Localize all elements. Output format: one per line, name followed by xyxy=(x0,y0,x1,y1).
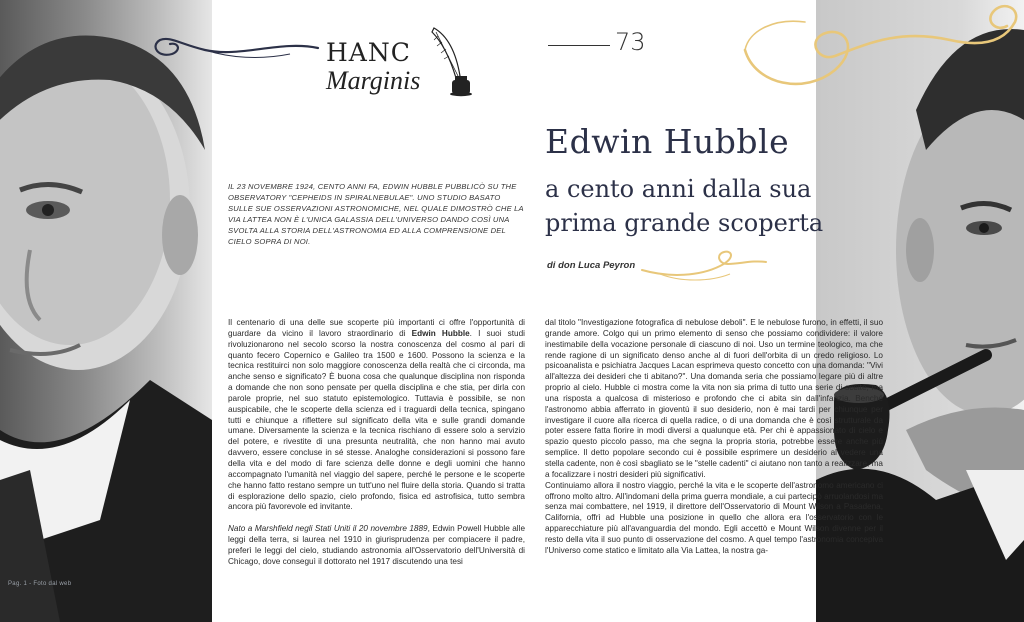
section-label-hanc: HANC xyxy=(326,38,411,67)
photo-credit: Pag. 1 - Foto dal web xyxy=(8,581,72,587)
paragraph xyxy=(228,318,525,513)
paragraph: Continuiamo allora il nostro viaggio, perché la vita e le scoperte dell'astronomo americano ci offrono molto altro. All'indomani della prima guerra mondiale, a cui partecipò arruolandosi ma senza mai combattere, nel 1919, il direttore dell'Osservatorio di Mount Wilson a Pasadena, California, offrì ad Hubble una posizione in quello che allora era l'osservatorio con le apparecchiature più all'avanguardia del mondo. Egli accettò e Mount Wilson divenne per il resto della vita il suo punto di osservazione del cosmo. A quel tempo l'astronomia concepiva l'Universo come statico e limitato alla Via Lattea, la nostra ga- xyxy=(545,480,883,555)
quill-inkwell-icon xyxy=(428,26,474,98)
section-label-marginis: Marginis xyxy=(326,66,421,95)
page-number-rule xyxy=(548,45,610,46)
article-intro: IL 23 NOVEMBRE 1924, CENTO ANNI FA, EDWIN HUBBLE PUBBLICÒ SU THE OBSERVATORY "CEPHEIDS IN SPIRALNEBULAE". UNO STUDIO BASATO SULLE SUE OSSERVAZIONI ASTRONOMICHE, NEL QUALE DIMOSTRÒ CHE LA VIA LATTEA NON È L'UNICA GALASSIA DELL'UNIVERSO DANDO COSÌ UNA SVOLTA ALLA STORIA DELL'ASTRONOMIA ED ALLA COMPRENSIONE DEL CIELO SOPRA DI NOI. xyxy=(228,182,524,246)
portrait-left-drawing xyxy=(0,0,212,622)
article-subtitle: a cento anni dalla sua prima grande scoperta xyxy=(545,175,824,237)
paragraph-lead-italic: Nato a Marshfield negli Stati Uniti il 20 novembre 1889 xyxy=(228,524,428,534)
article-column-left xyxy=(228,318,525,568)
article-column-right xyxy=(545,318,883,557)
decorative-swirl-left-icon xyxy=(150,28,320,68)
portrait-photo-left xyxy=(0,0,212,622)
decorative-swirl-gold-mid-icon xyxy=(640,248,770,288)
paragraph-text: , Edwin Powell Hubble alle leggi della terra, si laurea nel 1910 in giurisprudenza per compiacere il padre, preferì le leggi del cielo, studiando astronomia all'Osservatorio dell'Università di Chicago, dove conseguì il dottorato nel 1917 discutendo una tesi xyxy=(228,524,525,566)
paragraph xyxy=(228,524,525,567)
page-number: 73 xyxy=(615,28,646,56)
paragraph-text: Il centenario di una delle sue scoperte più importanti ci offre l'opportunità di guardare da vicino il lavoro straordinario di xyxy=(228,318,525,338)
article-title: Edwin Hubble xyxy=(545,122,790,161)
article-byline: di don Luca Peyron xyxy=(547,260,636,271)
paragraph-name-bold: Edwin Hubble xyxy=(411,328,470,338)
paragraph: dal titolo "Investigazione fotografica di nebulose deboli". E le nebulose furono, in effetti, il suo grande amore. Colgo qui un primo elemento di senso che possiamo condividere: il valore inestimabile della vocazione personale di ciascuno di noi. Uso un termine teologico, ma che rende ragione di un significato denso anche al di fuori dell'orbita di un credo religioso. Lo psicoanalista e psichiatra Jacques Lacan esprimeva questo concetto con una domanda: "Vivi all'altezza dei desideri che ti abitano?". Una domanda seria che possiamo legare più di altre proprio al cielo. Hubble ci mostra come la vita non sia prima di tutto una serie di scelte, ma una risposta a qualcosa di misterioso e profondo che ci abita sin dall'infanzia. Benché l'astronomo abbia afferrato in gioventù il suo desiderio, non è mai tardi per chiunque per investigare il cuore alla ricerca di quella radice, o di una domanda che è così strutturale da poter essere fatta fiorire in modi diversi a qualunque età. Per chi è appassionato di cielo e spazio questo piccolo passo, ma che segna la propria storia, potrebbe essere anche più semplice. Il detto popolare secondo cui è possibile esprimere un desiderio al vedere una stella cadente, non è così sbagliato se le "stelle cadenti" ci aiutano non tanto a realizzare, ma a focalizzare i nostri desideri più significativi. xyxy=(545,318,883,479)
decorative-swirl-gold-top-icon xyxy=(735,0,1024,100)
paragraph-text: . I suoi studi rivoluzionarono nel secolo scorso la nostra conoscenza del cosmo al pari di quanto fecero Copernico e Galileo tra 1500 e 1600. Possono la scienza e la tecnica restituirci non solo maggiore conoscenza della realtà che ci circonda, ma anche senso e significato? È buona cosa che qualunque disciplina non risponda a domande che non sono pensate per quella disciplina e che stia, per dirla con parole proprie, nel suo statuto epistemologico. Tuttavia è possibile, se non auspicabile, che le scoperte della scienza ed i traguardi della tecnica, spingano tutti e chiunque a riflettere sul significato della vita e sulle grandi domande umane. Diversamente la scienza e la tecnica rischiano di essere solo a servizio del potere, e rivestite di una presunta neutralità, che non hanno mai avuto davvero, essere concluse in sé stesse. Analoghe considerazioni si possono fare della vita e del modo di fare scienza delle donne e degli uomini che hanno accompagnato l'umanità nel viaggio del sapere, perché le persone e le scoperte che hanno fatto restano sempre un tutt'uno nel fluire della storia. Quando si tratta di esplorazione dello spazio, cielo profondo, fisica ed astrofisica, tutto sembra ancora più favorevole ed invitante. xyxy=(228,328,525,512)
